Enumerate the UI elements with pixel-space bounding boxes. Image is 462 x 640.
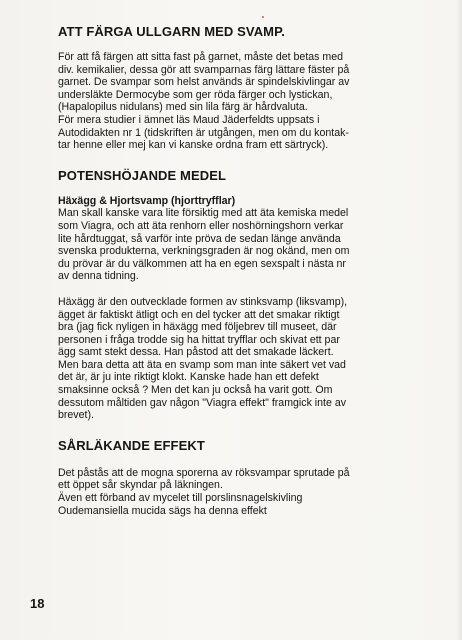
paragraph-witches-egg: Häxägg är den outvecklade formen av stinksvamp (liksvamp), ägget är faktiskt ätligt och en del tycker att det smakar riktigt bra (jag fick nyligen in häxägg med följebrev till museet, där personen i fråga trodde sig ha hittat tryfflar och skivat ett par ägg samt stekt dessa. Han påstod att det smakade läckert. Men bara detta att äta en svamp som man inte säkert vet vad det är, är ju inte riktigt klokt. Kanske hade han ett defekt smaksinne också ? Men det kan ju också ha varit gott. Om dessutom måltiden gav någon "Viagra effekt" framgick inte av brevet). xyxy=(58,295,348,422)
print-speck xyxy=(262,16,264,18)
paragraph-dyeing-wool: För att få färgen att sitta fast på garnet, måste det betas med div. kemikalier, dessa gör att svamparnas färg lättare fäster på garnet. De svampar som helst används är spindelskivlingar av undersläkte Dermocybe som ger röda färger och lystickan, (Hapalopilus nidulans) med sin lila färg är hårdvaluta. För mera studier i ämnet läs Maud Jäderfeldts uppsats i Autodidakten nr 1 (tidskriften är utgången, men om du kontak- tar henne eller mej kan vi kanske ordna fram ett särtryck). xyxy=(58,51,350,152)
page-content xyxy=(58,24,418,517)
heading-potency: POTENSHÖJANDE MEDEL xyxy=(58,167,227,183)
page-edge-shadow xyxy=(456,0,462,640)
heading-wound-healing: SÅRLÄKANDE EFFEKT xyxy=(58,437,205,453)
subheading-stinkhorn-truffle: Häxägg & Hjortsvamp (hjorttryfflar) xyxy=(58,194,236,207)
paragraph-wound-healing: Det påstås att de mogna sporerna av röksvampar sprutade på ett öppet sår skyndar på läkningen. Även ett förband av mycelet till porslinsnagelskivling Oudemansiella mucida sägs ha denna effekt xyxy=(58,466,350,517)
paragraph-potency-intro: Man skall kanske vara lite försiktig med att äta kemiska medel som Viagra, och att äta renhorn eller noshörningshorn verkar lite hårdtuggat, så varför inte pröva de sedan länge använda svenska produkterna, verkningsgraden är nog okänd, men om du prövar är du välkommen att ha en egen sexspalt i nästa nr av denna tidning. xyxy=(58,207,350,283)
heading-dyeing-wool: ATT FÄRGA ULLGARN MED SVAMP. xyxy=(58,24,285,39)
page-number: 18 xyxy=(30,596,45,611)
